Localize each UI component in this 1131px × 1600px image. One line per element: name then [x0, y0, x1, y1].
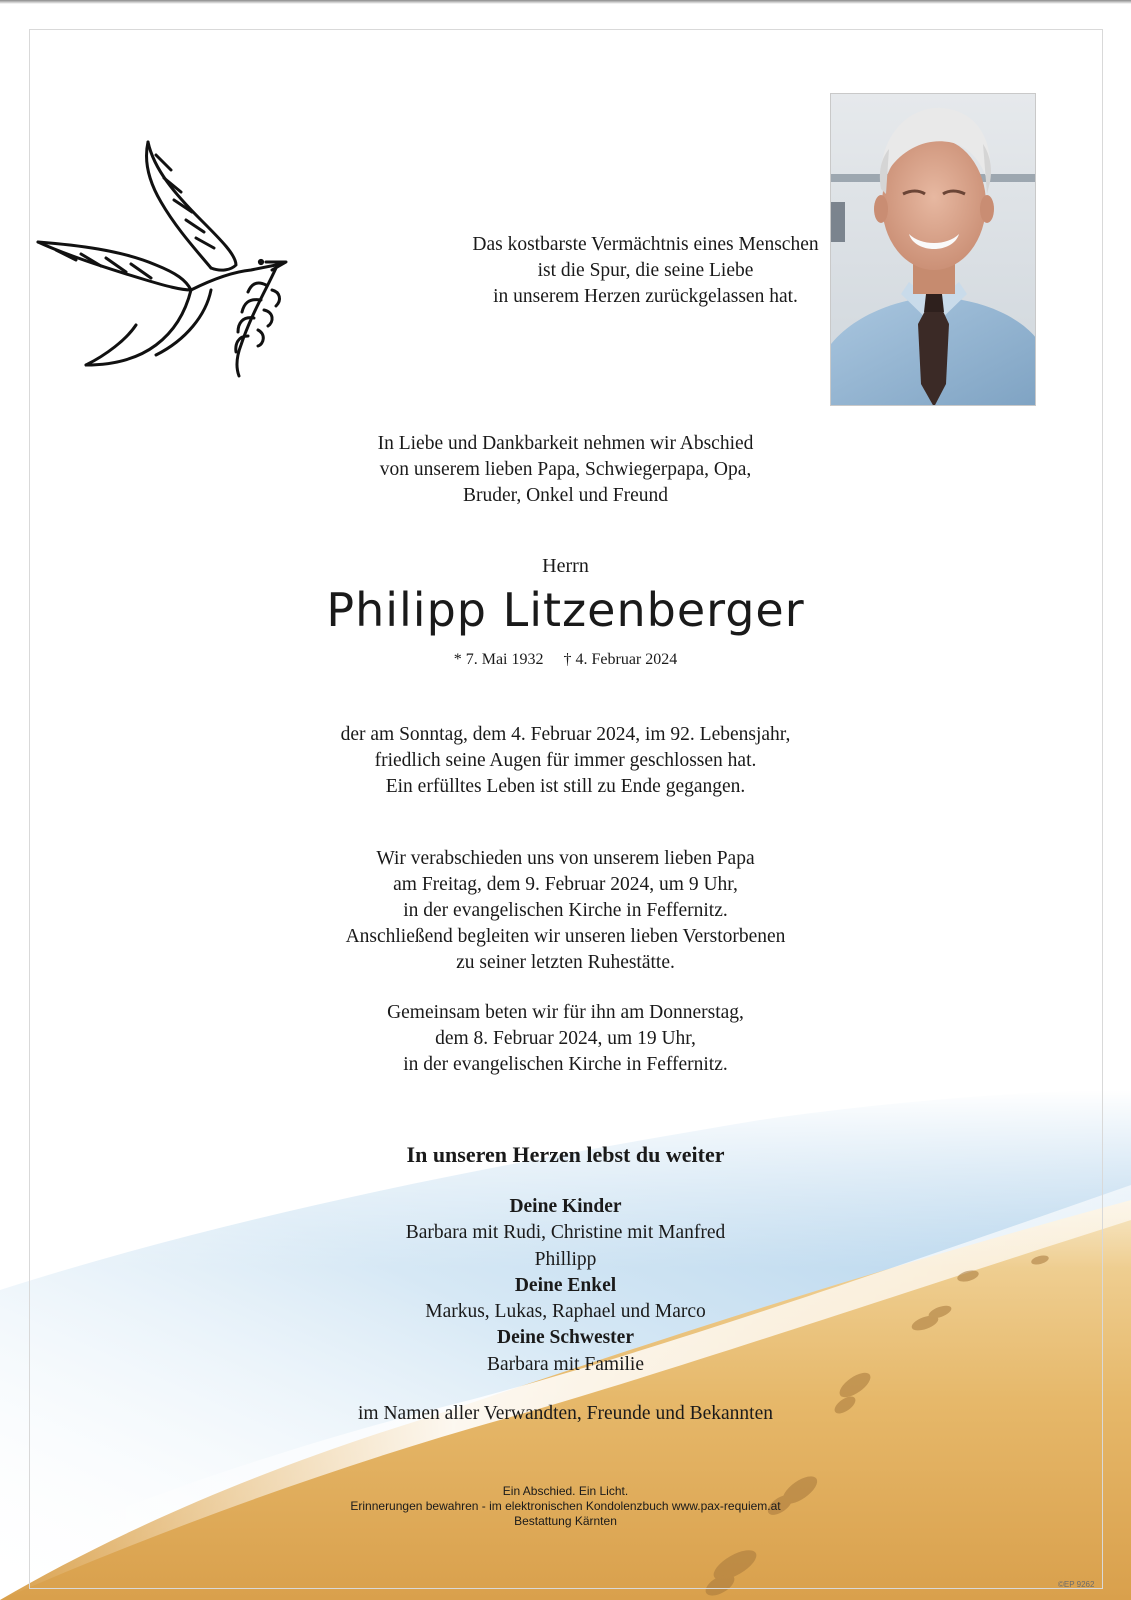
death-announcement — [0, 722, 1131, 800]
prayer-line: dem 8. Februar 2024, um 19 Uhr, — [435, 1028, 696, 1049]
sister-names: Barbara mit Familie — [486, 1353, 645, 1375]
funeral-line: Wir verabschieden uns von unserem lieben Papa — [376, 848, 755, 869]
footer-tagline: Ein Abschied. Ein Licht. — [502, 1484, 629, 1498]
birth-date: * 7. Mai 1932 — [453, 651, 544, 668]
grandchildren-heading: Deine Enkel — [514, 1274, 617, 1296]
intro-line: Bruder, Onkel und Freund — [462, 485, 669, 506]
quote-line: Das kostbarste Vermächtnis eines Menschen — [472, 234, 819, 255]
salutation: Herrn — [542, 555, 589, 577]
quote-line: in unserem Herzen zurückgelassen hat. — [493, 286, 798, 307]
prayer-details — [0, 1000, 1131, 1078]
memorial-quote — [80, 232, 1131, 310]
scan-edge-shadow — [0, 0, 1131, 4]
funeral-line: in der evangelischen Kirche in Feffernitz. — [403, 900, 728, 921]
intro-line: In Liebe und Dankbarkeit nehmen wir Abschied — [377, 433, 754, 454]
closing-line: im Namen aller Verwandten, Freunde und Bekannten — [358, 1403, 773, 1424]
life-dates — [0, 649, 1131, 671]
grandchildren-names: Markus, Lukas, Raphael und Marco — [425, 1301, 706, 1323]
farewell-intro — [0, 431, 1131, 509]
funeral-line: Anschließend begleiten wir unseren lieben Verstorbenen — [345, 926, 786, 947]
death-text-line: der am Sonntag, dem 4. Februar 2024, im 92. Lebensjahr, — [340, 724, 791, 745]
death-text-line: friedlich seine Augen für immer geschlossen hat. — [374, 750, 757, 771]
footer-condolence-link[interactable]: Erinnerungen bewahren - im elektronischen Kondolenzbuch www.pax-requiem.at — [350, 1499, 781, 1513]
intro-line: von unserem lieben Papa, Schwiegerpapa, Opa, — [379, 459, 752, 480]
footer — [0, 1484, 1131, 1529]
children-names: Barbara mit Rudi, Christine mit Manfred — [405, 1222, 726, 1244]
children-heading: Deine Kinder — [509, 1196, 622, 1217]
funeral-details — [0, 846, 1131, 976]
funeral-line: am Freitag, dem 9. Februar 2024, um 9 Uhr, — [393, 874, 738, 895]
print-code: ©EP 9262 — [1058, 1580, 1095, 1589]
prayer-line: Gemeinsam beten wir für ihn am Donnerstag, — [387, 1002, 744, 1023]
funeral-line: zu seiner letzten Ruhestätte. — [456, 952, 675, 973]
death-text-line: Ein erfülltes Leben ist still zu Ende gegangen. — [385, 776, 746, 797]
death-date: † 4. Februar 2024 — [563, 651, 678, 668]
deceased-name: Philipp Litzenberger — [326, 583, 805, 637]
sister-heading: Deine Schwester — [496, 1327, 634, 1349]
children-names: Phillipp — [534, 1248, 597, 1270]
prayer-line: in der evangelischen Kirche in Feffernitz. — [403, 1054, 728, 1075]
quote-line: ist die Spur, die seine Liebe — [537, 260, 754, 281]
footer-funeral-home: Bestattung Kärnten — [514, 1514, 617, 1528]
family-list — [0, 1194, 1131, 1378]
memorial-motto: In unseren Herzen lebst du weiter — [406, 1142, 725, 1167]
